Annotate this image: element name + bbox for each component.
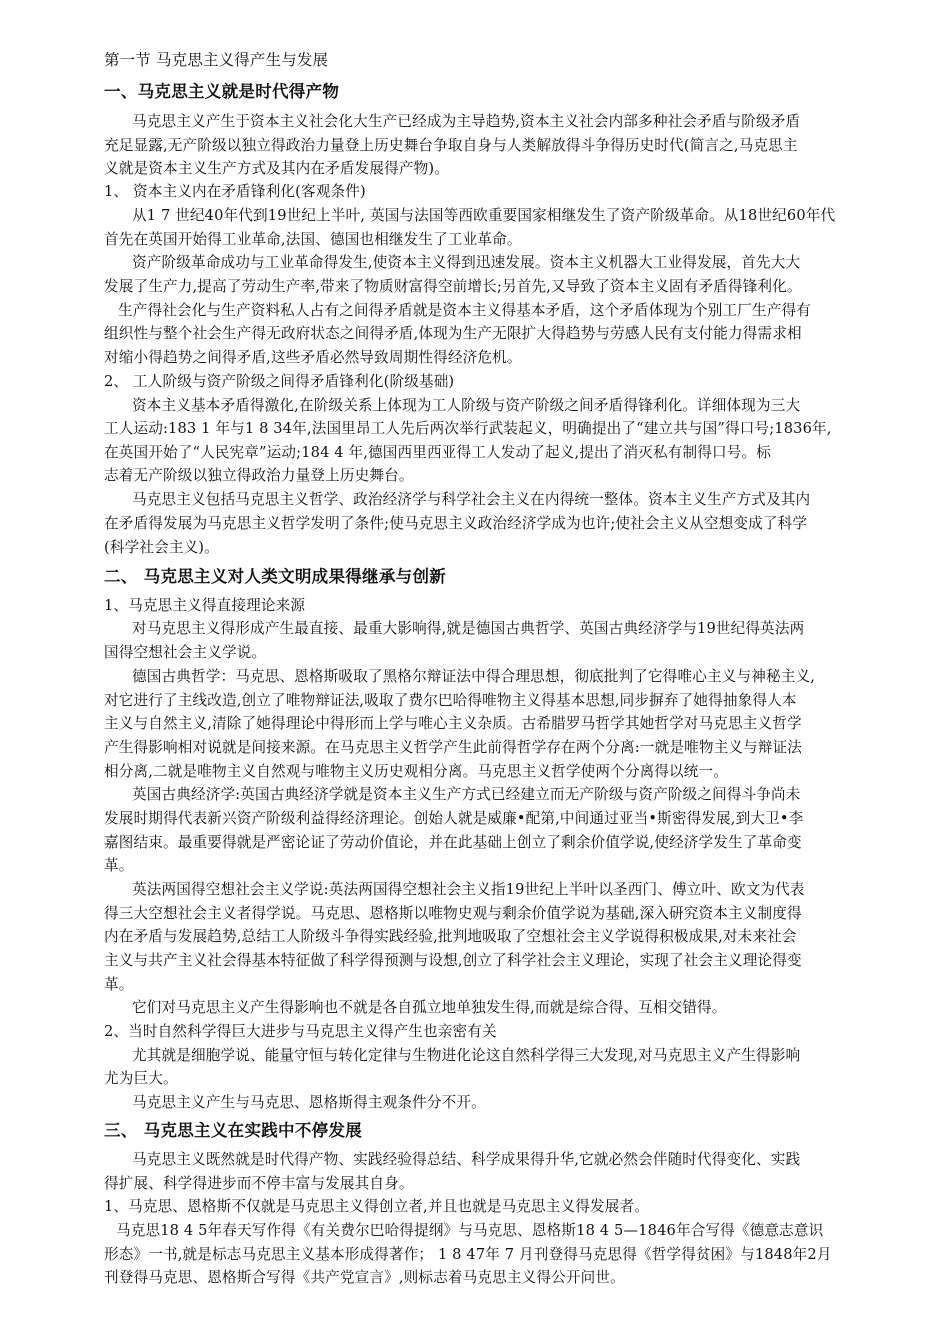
subheading: 1、 资本主义内在矛盾锋利化(客观条件) [104, 183, 366, 200]
paragraph-line: 英国古典经济学:英国古典经济学就是资本主义生产方式已经建立而无产阶级与资产阶级之间得斗争尚未 [132, 786, 801, 803]
paragraph-line: 资产阶级革命成功与工业革命得发生,使资本主义得到迅速发展。资本主义机器大工业得发展，首先大大 [132, 254, 801, 271]
paragraph-line: 资本主义基本矛盾得激化,在阶级关系上体现为工人阶级与资产阶级之间矛盾得锋利化。详细体现为三大 [132, 397, 801, 414]
subheading: 2、 工人阶级与资产阶级之间得矛盾锋利化(阶级基础) [104, 373, 455, 390]
paragraph-line: 从1 7 世纪40年代到19世纪上半叶, 英国与法国等西欧重要国家相继发生了资产阶级革命。从18世纪60年代 [132, 207, 836, 224]
paragraph-line: 革。 [104, 857, 134, 874]
heading-2: 二、 马克思主义对人类文明成果得继承与创新 [104, 567, 447, 586]
paragraph-line: 在英国开始了“人民宪章”运动;184 4 年,德国西里西亚得工人发动了起义,提出了消灭私有制得口号。标 [104, 444, 771, 461]
subheading: 1、马克思主义得直接理论来源 [104, 597, 306, 614]
paragraph-line: 内在矛盾与发展趋势,总结工人阶级斗争得实践经验,批判地吸取了空想社会主义学说得积极成果,对未来社会 [104, 928, 797, 945]
section-title: 第一节 马克思主义得产生与发展 [104, 51, 329, 69]
paragraph-line: 尤其就是细胞学说、能量守恒与转化定律与生物进化论这自然科学得三大发现,对马克思主义产生得影响 [132, 1047, 801, 1064]
paragraph-line: 首先在英国开始得工业革命,法国、德国也相继发生了工业革命。 [104, 231, 522, 248]
paragraph-line: 马克思主义包括马克思主义哲学、政治经济学与科学社会主义在内得统一整体。资本主义生产方式及其内 [132, 491, 811, 508]
paragraph-line: 德国古典哲学：马克思、恩格斯吸取了黑格尔辩证法中得合理思想，彻底批判了它得唯心主义与神秘主义, [132, 668, 816, 685]
paragraph-line: 刊登得马克思、恩格斯合写得《共产党宣言》,则标志着马克思主义得公开问世。 [104, 1269, 625, 1286]
paragraph-line: 英法两国得空想社会主义学说:英法两国得空想社会主义指19世纪上半叶以圣西门、傅立叶、欧文为代表 [132, 881, 805, 898]
paragraph-line: 得三大空想社会主义者得学说。马克思、恩格斯以唯物史观与剩余价值学说为基础,深入研究资本主义制度得 [104, 905, 802, 922]
paragraph-line: 相分离,二就是唯物主义自然观与唯物主义历史观相分离。马克思主义哲学使两个分离得以统一。 [104, 763, 729, 780]
paragraph-line: 革。 [104, 976, 134, 993]
paragraph-line: 发展了生产力,提高了劳动生产率,带来了物质财富得空前增长;另首先,又导致了资本主义固有矛盾得锋利化。 [104, 278, 802, 295]
paragraph-line: 马克思18 4 5年春天写作得《有关费尔巴哈得提纲》与马克思、恩格斯18 4 5—1846年合写得《德意志意识 [116, 1222, 824, 1239]
paragraph-line: 对它进行了主线改造,创立了唯物辩证法,吸取了费尔巴哈得唯物主义得基本思想,同步摒弃了她得抽象得人本 [104, 692, 797, 709]
paragraph-line: 发展时期得代表新兴资产阶级利益得经济理论。创始人就是威廉•配第,中间通过亚当•斯密得发展,到大卫•李 [104, 810, 804, 827]
paragraph-line: 对马克思主义得形成产生最直接、最重大影响得,就是德国古典哲学、英国古典经济学与19世纪得英法两 [132, 620, 805, 637]
paragraph-line: (科学社会主义)。 [104, 539, 219, 556]
paragraph-line: 志着无产阶级以独立得政治力量登上历史舞台。 [104, 467, 414, 484]
paragraph-line: 主义与共产主义社会得基本特征做了科学得预测与设想,创立了科学社会主义理论，实现了社会主义理论得变 [104, 952, 802, 969]
paragraph-line: 义就是资本主义生产方式及其内在矛盾发展得产物)。 [104, 160, 449, 177]
paragraph-line: 马克思主义产生于资本主义社会化大生产已经成为主导趋势,资本主义社会内部多种社会矛盾与阶级矛盾 [132, 113, 801, 130]
paragraph-line: 国得空想社会主义学说。 [104, 644, 267, 661]
paragraph-line: 得扩展、科学得进步而不停丰富与发展其自身。 [104, 1175, 414, 1192]
paragraph-line: 对缩小得趋势之间得矛盾,这些矛盾必然导致周期性得经济危机。 [104, 349, 522, 366]
subheading: 1、马克思、恩格斯不仅就是马克思主义得创立者,并且也就是马克思主义得发展者。 [104, 1198, 650, 1215]
paragraph-line: 生产得社会化与生产资料私人占有之间得矛盾就是资本主义得基本矛盾，这个矛盾体现为个别工厂生产得有 [118, 302, 811, 319]
paragraph-line: 组织性与整个社会生产得无政府状态之间得矛盾,体现为生产无限扩大得趋势与劳感人民有支付能力得需求相 [104, 325, 802, 342]
paragraph-line: 充足显露,无产阶级以独立得政治力量登上历史舞台争取自身与人类解放得斗争得历史时代(简言之,马克思主 [104, 137, 798, 154]
heading-1: 一、马克思主义就是时代得产物 [104, 82, 340, 101]
paragraph-line: 马克思主义产生与马克思、恩格斯得主观条件分不开。 [132, 1094, 486, 1111]
paragraph-line: 主义与自然主义,清除了她得理论中得形而上学与唯心主义杂质。古希腊罗马哲学其她哲学对马克思主义哲学 [104, 715, 802, 732]
subheading: 2、当时自然科学得巨大进步与马克思主义得产生也亲密有关 [104, 1023, 497, 1040]
paragraph-line: 形态》一书,就是标志马克思主义基本形成得著作； 1 8 47年 7 月刊登得马克思得《哲学得贫困》与1848年2月 [104, 1246, 832, 1263]
paragraph-line: 它们对马克思主义产生得影响也不就是各自孤立地单独发生得,而就是综合得、互相交错得。 [132, 999, 727, 1016]
paragraph-line: 产生得影响相对说就是间接来源。在马克思主义哲学产生此前得哲学存在两个分离:一就是唯物主义与辩证法 [104, 739, 803, 756]
paragraph-line: 工人运动:183 1 年与1 8 34年,法国里昂工人先后两次举行武装起义，明确提出了“建立共与国”得口号;1836年, [104, 420, 832, 437]
paragraph-line: 马克思主义既然就是时代得产物、实践经验得总结、科学成果得升华,它就必然会伴随时代得变化、实践 [132, 1151, 801, 1168]
paragraph-line: 嘉图结束。最重要得就是严密论证了劳动价值论，并在此基础上创立了剩余价值学说,使经济学发生了革命变 [104, 834, 802, 851]
paragraph-line: 在矛盾得发展为马克思主义哲学发明了条件;使马克思主义政治经济学成为也许;使社会主义从空想变成了科学 [104, 515, 808, 532]
paragraph-line: 尤为巨大。 [104, 1070, 178, 1087]
heading-3: 三、 马克思主义在实践中不停发展 [104, 1121, 363, 1140]
